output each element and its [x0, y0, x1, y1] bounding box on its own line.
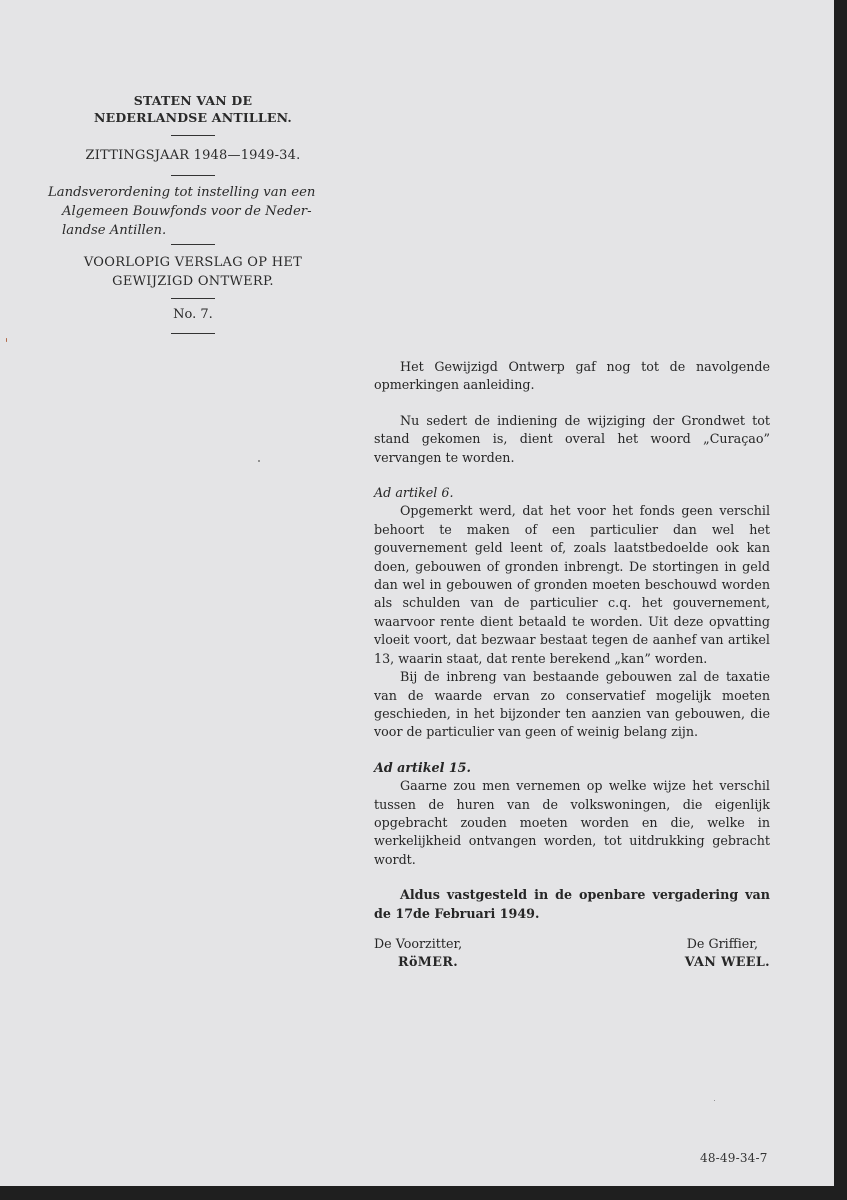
paragraph: Het Gewijzigd Ontwerp gaf nog tot de navolgende opmerkingen aanleiding. — [374, 359, 770, 393]
subject-line: Algemeen Bouwfonds voor de Neder- — [62, 204, 312, 219]
report-body — [374, 358, 770, 979]
chairman-title: De Voorzitter, — [374, 935, 463, 951]
divider — [48, 244, 338, 245]
section-heading-article-6: Ad artikel 6. — [374, 485, 454, 501]
session-year: ZITTINGSJAAR 1948—1949-34. — [85, 148, 301, 163]
report-title-line1: VOORLOPIG VERSLAG OP HET — [83, 255, 303, 270]
assembly-title-line2: NEDERLANDSE ANTILLEN. — [94, 110, 292, 125]
assembly-title-line1: STATEN VAN DE — [133, 93, 253, 108]
paper-speck — [258, 460, 260, 462]
section-heading-article-15: Ad artikel 15. — [374, 759, 471, 775]
paragraph: Opgemerkt werd, dat het voor het fonds geen verschil behoort te maken of een particulier dan wel het gouvernement geld leent of, zoals laatstbedoelde ook kan doen, gebouwen of gronden inbrengt. De stortingen in geld dan wel in gebouwen of gronden moeten beschouwd worden als schulden van de particulier c.q. het gouvernement, waarvoor rente dient betaald te worden. Uit deze opvatting vloeit voort, dat bezwaar bestaat tegen de aanhef van artikel 13, waarin staat, dat rente berekend „kan” worden. — [374, 503, 770, 666]
clerk-signature — [684, 935, 770, 972]
paragraph: Bij de inbreng van bestaande gebouwen zal de taxatie van de waarde ervan zo conservatief mogelijk moeten geschieden, in het bijzonder ten aanzien van gebouwen, die voor de particulier van geen of weinig belang zijn. — [374, 669, 770, 740]
ordinance-subject — [48, 183, 342, 240]
clerk-title: De Griffier, — [686, 935, 759, 951]
clerk-name: VAN WEEL. — [684, 954, 770, 970]
paper-speck — [714, 1100, 715, 1101]
divider — [48, 333, 338, 334]
chairman-name: RöMER. — [398, 954, 459, 970]
report-title-line2: GEWIJZIGD ONTWERP. — [112, 274, 274, 289]
document-number: No. 7. — [173, 307, 213, 322]
divider — [48, 135, 338, 136]
divider — [48, 298, 338, 299]
paragraph: Gaarne zou men vernemen op welke wijze het verschil tussen de huren van de volkswoningen, die eigenlijk opgebracht zouden moeten worden en die, welke in werkelijkheid ontvangen worden, tot uitdrukking gebracht wordt. — [374, 778, 770, 867]
subject-line: Landsverordening tot instelling van een — [48, 185, 316, 200]
report-title — [48, 253, 338, 291]
divider — [48, 175, 338, 176]
assembly-title — [48, 92, 338, 126]
signature-block — [374, 935, 770, 979]
paragraph: Nu sedert de indiening de wijziging der Grondwet tot stand gekomen is, dient overal het woord „Curaçao” vervangen te worden. — [374, 412, 770, 465]
paper-speck — [6, 338, 7, 342]
subject-line: landse Antillen. — [62, 223, 167, 238]
chairman-signature — [374, 935, 462, 972]
document-code: 48-49-34-7 — [700, 1151, 768, 1165]
closing-statement: Aldus vastgesteld in de openbare vergadering van de 17de Februari 1949. — [374, 887, 770, 921]
